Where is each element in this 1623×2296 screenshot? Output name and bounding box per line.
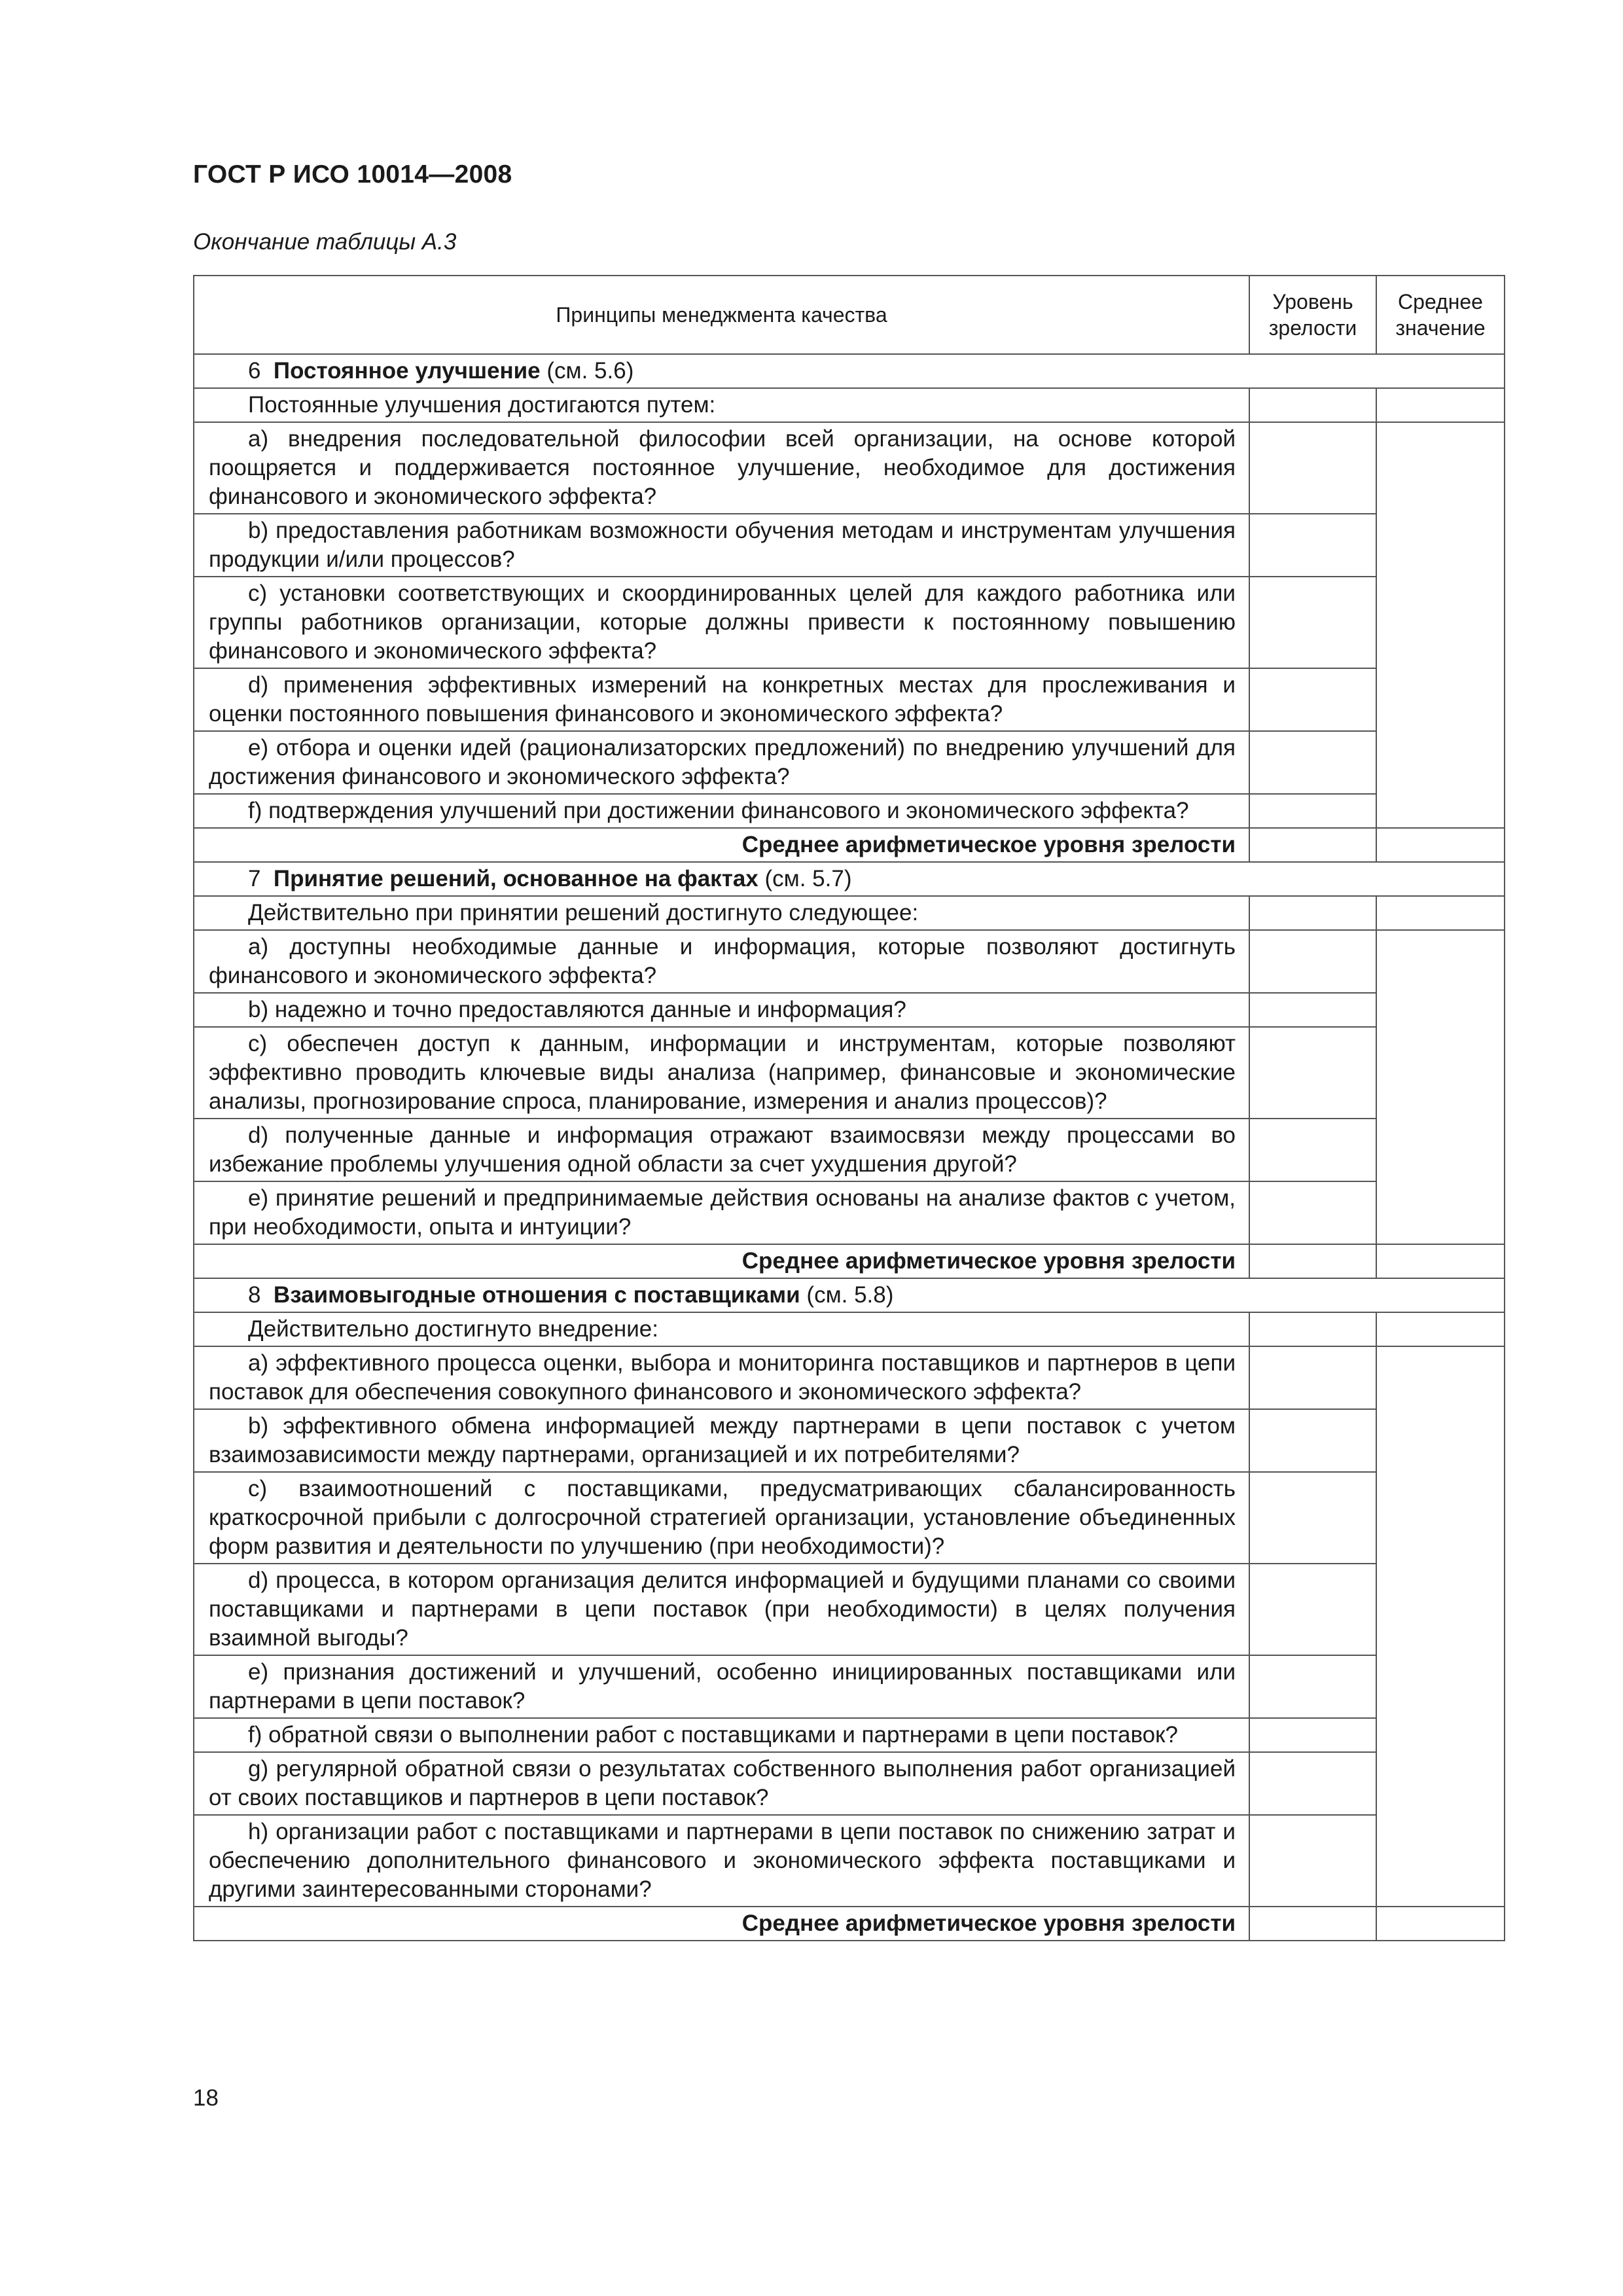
criterion-text: e) признания достижений и улучшений, особенно инициированных поставщиками или партнерами в цепи поставок? [194,1655,1249,1718]
table-row [194,1752,1505,1815]
section-heading: 8 Взаимовыгодные отношения с поставщиками (см. 5.8) [194,1278,1505,1312]
criterion-text: d) полученные данные и информация отражают взаимосвязи между процессами во избежание проблемы улучшения одной области за счет ухудшения другой? [194,1119,1249,1181]
criterion-text: a) эффективного процесса оценки, выбора и мониторинга поставщиков и партнеров в цепи поставок для обеспечения совокупного финансового и экономического эффекта? [194,1346,1249,1409]
level-cell [1249,1718,1376,1752]
mean-cell [1376,930,1505,1244]
level-cell [1249,794,1376,828]
level-cell [1249,930,1376,993]
table-row [194,1409,1505,1472]
average-value-cell [1249,1244,1376,1278]
section-intro: Постоянные улучшения достигаются путем: [194,388,1249,422]
section-7 [194,862,1505,1278]
criterion-text: f) обратной связи о выполнении работ с поставщиками и партнерами в цепи поставок? [194,1718,1249,1752]
table-row [194,1119,1505,1181]
table-row [194,731,1505,794]
table-row [194,930,1505,993]
average-row [194,828,1505,862]
average-value-cell [1249,828,1376,862]
criterion-text: e) отбора и оценки идей (рационализаторских предложений) по внедрению улучшений для достижения финансового и экономического эффекта? [194,731,1249,794]
level-cell [1249,1346,1376,1409]
table-row [194,1472,1505,1564]
table-row [194,422,1505,514]
level-cell [1249,1655,1376,1718]
mean-cell [1376,828,1505,862]
criterion-text: g) регулярной обратной связи о результатах собственного выполнения работ организацией от своих поставщиков и партнеров в цепи поставок? [194,1752,1249,1815]
table-row [194,1312,1505,1346]
average-row [194,1244,1505,1278]
criterion-text: a) внедрения последовательной философии всей организации, на основе которой поощряется и поддерживается постоянное улучшение, необходимое для достижения финансового и экономического эффекта? [194,422,1249,514]
table-row [194,577,1505,668]
table-row [194,896,1505,930]
level-cell [1249,1815,1376,1907]
table-row [194,1718,1505,1752]
criterion-text: a) доступны необходимые данные и информация, которые позволяют достигнуть финансового и экономического эффекта? [194,930,1249,993]
average-label: Среднее арифметическое уровня зрелости [194,828,1249,862]
column-header-mean: Среднее значение [1376,276,1505,354]
table-row [194,794,1505,828]
criterion-text: e) принятие решений и предпринимаемые действия основаны на анализе фактов с учетом, при необходимости, опыта и интуиции? [194,1181,1249,1244]
level-cell [1249,514,1376,577]
average-label: Среднее арифметическое уровня зрелости [194,1907,1249,1941]
table-row [194,1815,1505,1907]
level-cell [1249,1752,1376,1815]
criterion-text: c) обеспечен доступ к данным, информации и инструментам, которые позволяют эффективно проводить ключевые виды анализа (например, финансовые и экономические анализы, прогнозирование спроса, планирование, измерения и анализ процессов)? [194,1027,1249,1119]
mean-cell [1376,1244,1505,1278]
level-cell [1249,668,1376,731]
document-title: ГОСТ Р ИСО 10014—2008 [193,160,512,188]
table-row [194,1027,1505,1119]
table-row [194,668,1505,731]
level-cell [1249,896,1376,930]
level-cell [1249,422,1376,514]
level-cell [1249,1312,1376,1346]
criterion-text: b) эффективного обмена информацией между партнерами в цепи поставок с учетом взаимозависимости между партнерами, организацией и их потребителями? [194,1409,1249,1472]
table-row [194,1655,1505,1718]
criterion-text: c) взаимоотношений с поставщиками, предусматривающих сбалансированность краткосрочной прибыли с долгосрочной стратегией организации, установление объединенных форм развития и деятельности по улучшению (при необходимости)? [194,1472,1249,1564]
table-row [194,388,1505,422]
level-cell [1249,1564,1376,1655]
level-cell [1249,1409,1376,1472]
section-header-row [194,1278,1505,1312]
mean-cell [1376,1312,1505,1346]
level-cell [1249,993,1376,1027]
level-cell [1249,1181,1376,1244]
level-cell [1249,1472,1376,1564]
level-cell [1249,388,1376,422]
level-cell [1249,731,1376,794]
average-value-cell [1249,1907,1376,1941]
criterion-text: h) организации работ с поставщиками и партнерами в цепи поставок по снижению затрат и обеспечению дополнительного финансового и экономического эффекта поставщиками и другими заинтересованными сторонами? [194,1815,1249,1907]
table-row [194,1181,1505,1244]
column-header-principles: Принципы менеджмента качества [194,276,1249,354]
table-row [194,1346,1505,1409]
average-row [194,1907,1505,1941]
criterion-text: d) применения эффективных измерений на конкретных местах для прослеживания и оценки постоянного повышения финансового и экономического эффекта? [194,668,1249,731]
section-header-row [194,354,1505,388]
section-8 [194,1278,1505,1941]
criterion-text: c) установки соответствующих и скоординированных целей для каждого работника или группы работников организации, которые должны привести к постоянному повышению финансового и экономического эффекта? [194,577,1249,668]
mean-cell [1376,896,1505,930]
page-number: 18 [193,2085,219,2111]
section-heading: 6 Постоянное улучшение (см. 5.6) [194,354,1505,388]
level-cell [1249,1027,1376,1119]
table-row [194,1564,1505,1655]
mean-cell [1376,388,1505,422]
mean-cell [1376,1346,1505,1907]
section-intro: Действительно при принятии решений достигнуто следующее: [194,896,1249,930]
maturity-table [193,275,1505,1941]
criterion-text: d) процесса, в котором организация делится информацией и будущими планами со своими поставщиками и партнерами в цепи поставок (при необходимости) в целях получения взаимной выгоды? [194,1564,1249,1655]
section-heading: 7 Принятие решений, основанное на фактах (см. 5.7) [194,862,1505,896]
table-row [194,993,1505,1027]
section-header-row [194,862,1505,896]
average-label: Среднее арифметическое уровня зрелости [194,1244,1249,1278]
table-header-row [194,276,1505,354]
table-caption: Окончание таблицы А.3 [193,229,457,255]
column-header-level: Уровень зрелости [1249,276,1376,354]
mean-cell [1376,422,1505,828]
section-intro: Действительно достигнуто внедрение: [194,1312,1249,1346]
table-row [194,514,1505,577]
section-6 [194,354,1505,862]
criterion-text: b) надежно и точно предоставляются данные и информация? [194,993,1249,1027]
level-cell [1249,1119,1376,1181]
mean-cell [1376,1907,1505,1941]
level-cell [1249,577,1376,668]
criterion-text: f) подтверждения улучшений при достижении финансового и экономического эффекта? [194,794,1249,828]
criterion-text: b) предоставления работникам возможности обучения методам и инструментам улучшения продукции и/или процессов? [194,514,1249,577]
